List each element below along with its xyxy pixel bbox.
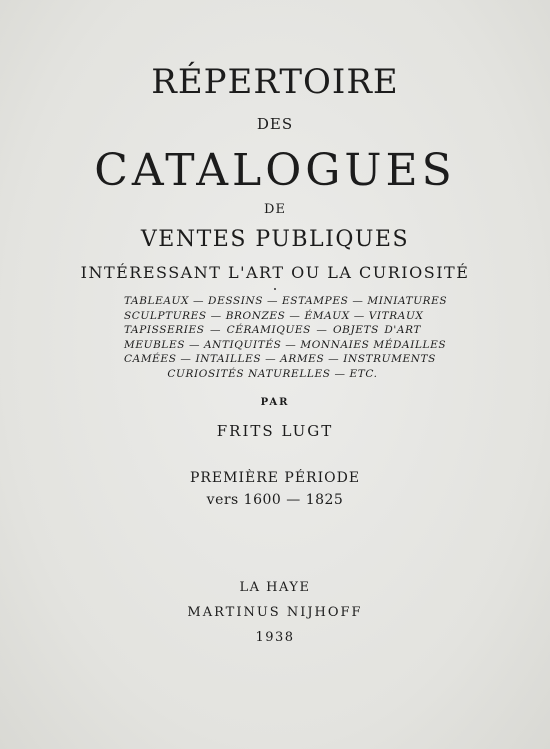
- period-dates: vers 1600 — 1825: [206, 492, 344, 508]
- title-de: DE: [264, 202, 286, 217]
- imprint-year: 1938: [255, 630, 295, 645]
- categories-line: TABLEAUX — DESSINS — ESTAMPES — MINIATURES: [124, 295, 448, 307]
- printer-dot: [274, 288, 276, 290]
- title-des: DES: [256, 115, 294, 133]
- categories-line: CAMÉES — INTAILLES — ARMES — INSTRUMENTS: [124, 353, 436, 365]
- title-repertoire: RÉPERTOIRE: [151, 62, 399, 102]
- title-ventes-publiques: VENTES PUBLIQUES: [140, 227, 410, 252]
- period: PREMIÈRE PÉRIODE: [189, 470, 361, 486]
- by-label: PAR: [260, 397, 290, 408]
- categories-line: CURIOSITÉS NATURELLES — ETC.: [167, 367, 378, 380]
- categories-block: [124, 294, 448, 381]
- categories-line: MEUBLES — ANTIQUITÉS — MONNAIES MÉDAILLES: [124, 338, 447, 351]
- subtitle: INTÉRESSANT L'ART OU LA CURIOSITÉ: [80, 263, 470, 282]
- imprint-place: LA HAYE: [239, 580, 311, 595]
- categories-line: TAPISSERIES — CÉRAMIQUES — OBJETS D'ART: [124, 324, 421, 336]
- imprint-publisher: MARTINUS NIJHOFF: [187, 605, 363, 620]
- categories-line: SCULPTURES — BRONZES — ÉMAUX — VITRAUX: [124, 309, 424, 322]
- author: FRITS LUGT: [216, 422, 334, 440]
- title-catalogues: CATALOGUES: [94, 145, 456, 196]
